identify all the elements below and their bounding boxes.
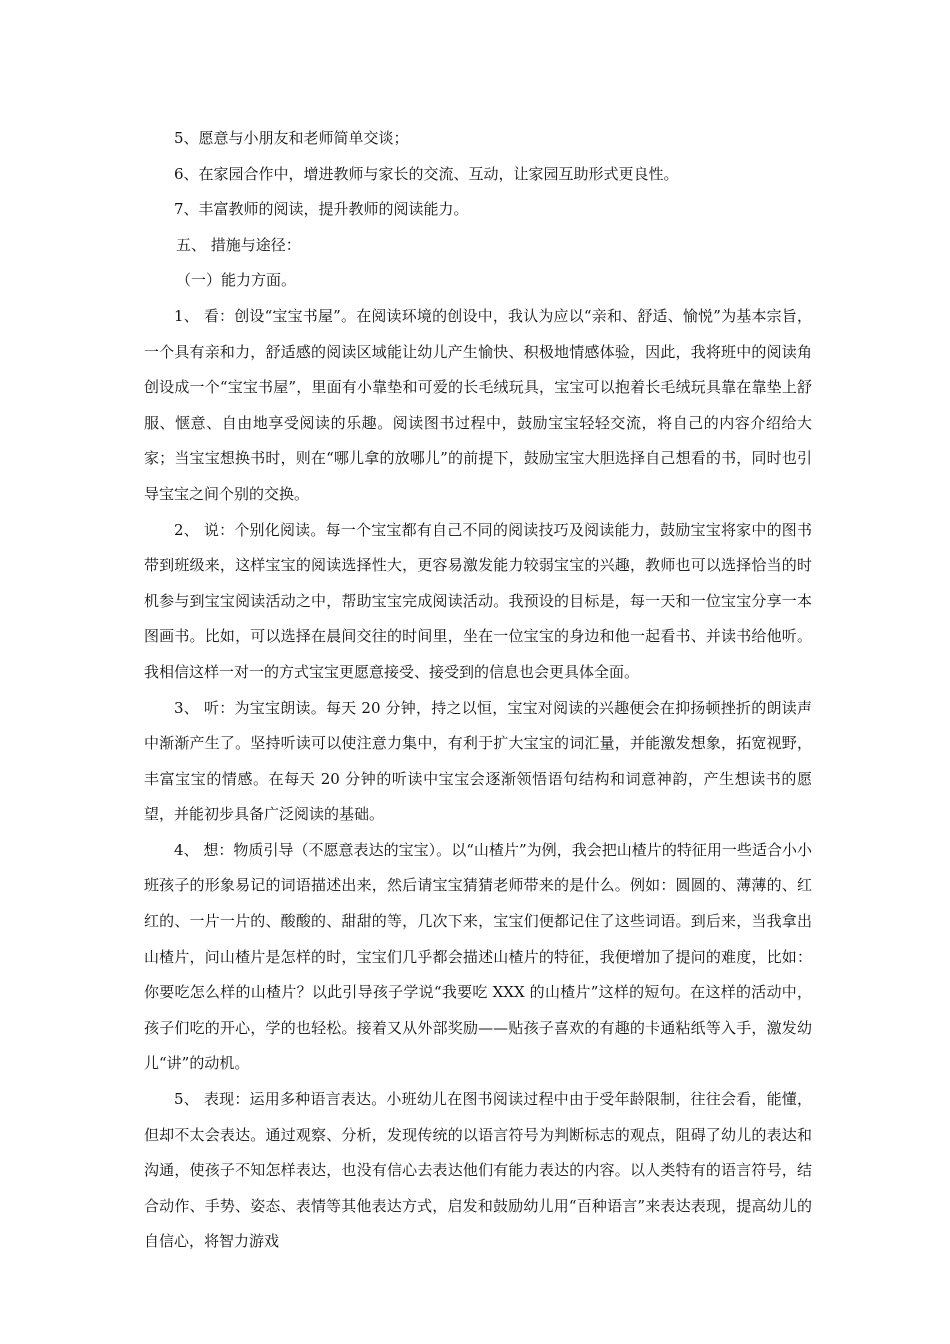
paragraph-look: 1、 看：创设“宝宝书屋”。在阅读环境的创设中，我认为应以“亲和、舒适、愉悦”为基本宗旨，一个具有亲和力，舒适感的阅读区域能让幼儿产生愉快、积极地情感体验，因此，我将班中的阅读角创设成一个“宝宝书屋”，里面有小靠垫和可爱的长毛绒玩具，宝宝可以抱着长毛绒玩具靠在靠垫上舒服、惬意、自由地享受阅读的乐趣。阅读图书过程中，鼓励宝宝轻轻交流，将自己的内容介绍给大家；当宝宝想换书时，则在“哪儿拿的放哪儿”的前提下，鼓励宝宝大胆选择自己想看的书，同时也引导宝宝之间个别的交换。: [144, 306, 812, 503]
paragraph-think: 4、 想：物质引导（不愿意表达的宝宝）。以“山楂片”为例，我会把山楂片的特征用一些适合小小班孩子的形象易记的词语描述出来，然后请宝宝猜猜老师带来的是什么。例如：圆圆的、薄薄的、红红的、一片一片的、酸酸的、甜甜的等，几次下来，宝宝们便都记住了这些词语。到后来，当我拿出山楂片，问山楂片是怎样的时，宝宝们几乎都会描述山楂片的特征，我便增加了提问的难度，比如：你要吃怎么样的山楂片？以此引导孩子学说“我要吃 XXX 的山楂片”这样的短句。在这样的活动中，孩子们吃的开心，学的也轻松。接着又从外部奖励——贴孩子喜欢的有趣的卡通粘纸等入手，激发幼儿“讲”的动机。: [144, 840, 812, 1073]
goal-item-5: 5、愿意与小朋友和老师简单交谈；: [174, 129, 409, 147]
goal-item-6: 6、在家园合作中，增进教师与家长的交流、互动，让家园互助形式更良性。: [174, 164, 679, 183]
paragraph-listen: 3、 听：为宝宝朗读。每天 20 分钟，持之以恒，宝宝对阅读的兴趣便会在抑扬顿挫折的朗读声中渐渐产生了。坚持听读可以使注意力集中，有利于扩大宝宝的词汇量，并能激发想象，拓宽视野，丰富宝宝的情感。在每天 20 分钟的听读中宝宝会逐渐领悟语句结构和词意神韵，产生想读书的愿望，并能初步具备广泛阅读的基础。: [144, 698, 812, 824]
paragraph-express: 5、 表现：运用多种语言表达。小班幼儿在图书阅读过程中由于受年龄限制，往往会看，能懂，但却不太会表达。通过观察、分析，发现传统的以语言符号为判断标志的观点，阻碍了幼儿的表达和沟通，使孩子不知怎样表达，也没有信心去表达他们有能力表达的内容。以人类特有的语言符号，结合动作、手势、姿态、表情等其他表达方式，启发和鼓励幼儿用“百种语言”来表达表现，提高幼儿的自信心，将智力游戏: [144, 1090, 812, 1251]
goal-item-7: 7、丰富教师的阅读，提升教师的阅读能力。: [174, 200, 469, 219]
document-body: [144, 121, 812, 1260]
paragraph-speak: 2、 说：个别化阅读。每一个宝宝都有自己不同的阅读技巧及阅读能力，鼓励宝宝将家中的图书带到班级来，这样宝宝的阅读选择性大，更容易激发能力较弱宝宝的兴趣，教师也可以选择恰当的时机参与到宝宝阅读活动之中，帮助宝宝完成阅读活动。我预设的目标是，每一天和一位宝宝分享一本图画书。比如，可以选择在晨间交往的时间里，坐在一位宝宝的身边和他一起看书、并读书给他听。我相信这样一对一的方式宝宝更愿意接受、接受到的信息也会更具体全面。: [144, 520, 812, 681]
section-heading-measures: 五、 措施与途径：: [176, 235, 301, 254]
subsection-heading-ability: （一）能力方面。: [176, 271, 297, 290]
